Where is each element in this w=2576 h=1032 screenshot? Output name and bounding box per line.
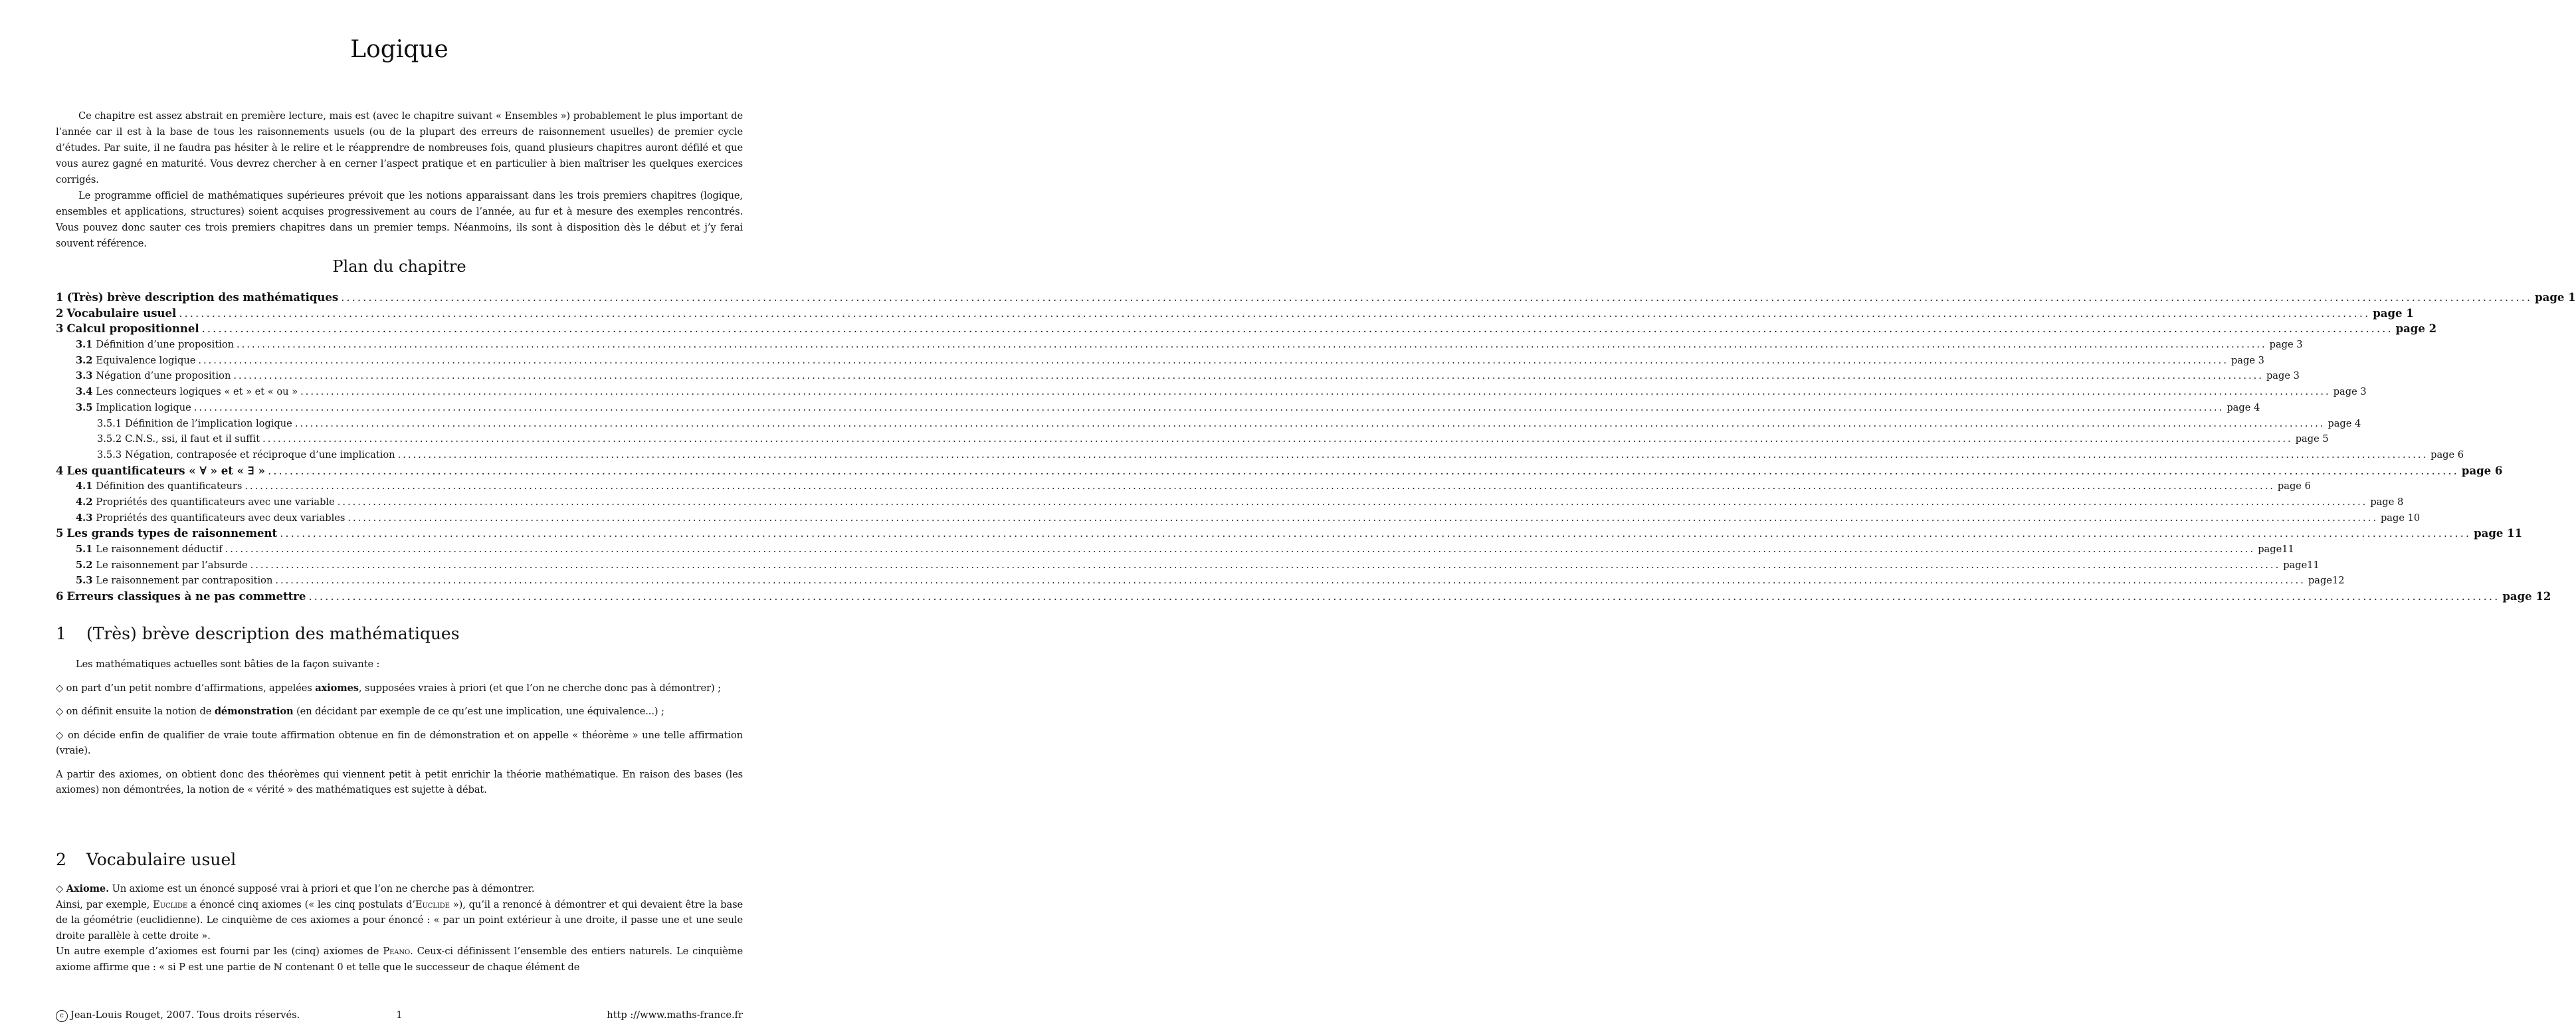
toc-entry-label: Définition d’une proposition: [96, 339, 235, 351]
toc-dot-leader: ................................................................................................................................................................................................................................................................................................................................................................................................................: [179, 306, 2371, 320]
toc-entry-number: 3.3: [76, 370, 93, 382]
paragraph: Un autre exemple d’axiomes est fourni par les (cinq) axiomes de Peano. Ceux-ci définissent l’ensemble des entiers naturels. Le cinquième axiome affirme que : « si P est une partie de ℕ contenant 0 et telle que le successeur de chaque élément de: [56, 946, 743, 973]
toc-entry-label: Les grands types de raisonnement: [66, 527, 278, 540]
paragraph: Ainsi, par exemple, Euclide a énoncé cinq axiomes (« les cinq postulats d’Euclide »), qu’il a renoncé à démontrer et qui devaient être la base de la géométrie (euclidienne). Le cinquième de ces axiomes a pour énoncé : « par un point extérieur à une droite, il passe une et une seule droite parallèle à cette droite ».: [56, 898, 743, 942]
toc-entry-number: 3.2: [76, 354, 93, 366]
toc-entry-number: 3.5.3: [97, 449, 122, 461]
toc-dot-leader: ................................................................................................................................................................................................................................................................................................................................................................................................................: [280, 527, 2472, 540]
document-title: Logique: [350, 36, 448, 63]
toc-entry-page: page 2: [2395, 322, 2437, 336]
toc-entry-label: (Très) brève description des mathématiques: [66, 291, 339, 304]
toc-entry-page: page 3: [2333, 386, 2367, 398]
toc-entry-label: Vocabulaire usuel: [66, 306, 177, 320]
bullet-item: ◇ on décide enfin de qualifier de vraie toute affirmation obtenue en fin de démonstration et on appelle « théorème » une telle affirmation (vraie).: [56, 728, 743, 759]
intro: [56, 108, 743, 252]
toc-entry[interactable]: [56, 526, 2523, 542]
toc-entry-label: Les connecteurs logiques « et » et « ou »: [96, 386, 298, 398]
toc-entry[interactable]: [56, 400, 2260, 416]
toc-entry-label: Calcul propositionnel: [66, 322, 199, 336]
toc-entry-label: Le raisonnement par contraposition: [96, 575, 273, 587]
toc-entry-label: Les quantificateurs « ∀ » et « ∃ »: [66, 464, 265, 477]
toc-entry-label: Négation d’une proposition: [96, 370, 231, 382]
page-footer: [56, 1007, 743, 1023]
section-number: 2: [56, 850, 66, 869]
toc-entry[interactable]: [56, 573, 2345, 589]
toc-entry-page: page12: [2308, 575, 2345, 587]
toc-dot-leader: ................................................................................................................................................................................................................................................................................................................................................................................................................: [294, 417, 2326, 429]
toc-entry-page: page 6: [2277, 480, 2311, 492]
name-peano: Peano: [383, 946, 411, 957]
footer-page-number: 1: [396, 1009, 403, 1021]
toc-entry-page: page 4: [2328, 417, 2361, 429]
toc-entry[interactable]: [56, 510, 2421, 526]
toc-entry-number: 5.1: [76, 544, 93, 555]
toc-entry-number: 3.5: [76, 401, 93, 413]
section-number: 1: [56, 624, 66, 643]
toc-entry-number: 6: [56, 590, 64, 603]
toc-entry-number: 2: [56, 306, 64, 320]
footer-url-link[interactable]: http ://www.maths-france.fr: [607, 1009, 743, 1021]
toc-entry-number: 3: [56, 322, 64, 336]
intro-paragraph: Ce chapitre est assez abstrait en première lecture, mais est (avec le chapitre suivant « Ensembles ») probablement le plus important de l’année car il est à la base de tous les raisonnements usuels (ou de la plupart des erreurs de raisonnement usuelles) de premier cycle d’études. Par suite, il ne faudra pas hésiter à le relire et le réapprendre de nombreuses fois, quand plusieurs chapitres auront défilé et que vous aurez gagné en maturité. Vous devrez chercher à en cerner l’aspect pratique et en particulier à bien maîtriser les quelques exercices corrigés.: [56, 110, 743, 185]
toc-entry-number: 1: [56, 291, 64, 304]
section-1: [56, 623, 743, 798]
toc-entry-number: 3.4: [76, 386, 93, 398]
section-lead: Les mathématiques actuelles sont bâties de la façon suivante :: [76, 659, 380, 670]
toc-entry-page: page 10: [2380, 512, 2421, 524]
section-title: (Très) brève description des mathématiques: [86, 624, 460, 643]
toc-entry[interactable]: [56, 353, 2264, 369]
toc-entry-page: page 1: [2373, 306, 2414, 320]
toc-dot-leader: ................................................................................................................................................................................................................................................................................................................................................................................................................: [308, 590, 2500, 603]
toc-entry[interactable]: [56, 558, 2320, 573]
toc-dot-leader: ................................................................................................................................................................................................................................................................................................................................................................................................................: [275, 575, 2306, 587]
definition-term: Axiome.: [66, 883, 110, 894]
plan-title: Plan du chapitre: [332, 257, 466, 276]
toc-entry[interactable]: [56, 447, 2464, 463]
toc-entry[interactable]: [56, 431, 2329, 447]
toc-entry[interactable]: [56, 368, 2300, 384]
toc-entry-page: page 6: [2461, 464, 2503, 477]
toc-entry-number: 4.2: [76, 496, 93, 508]
toc-entry-label: Equivalence logique: [96, 354, 196, 366]
toc-dot-leader: ................................................................................................................................................................................................................................................................................................................................................................................................................: [337, 496, 2368, 508]
definition-item: ◇ Axiome. Un axiome est un énoncé supposé vrai à priori et que l’on ne cherche pas à démontrer.: [56, 881, 743, 897]
name-euclide: Euclide: [415, 898, 450, 910]
toc-entry-label: Propriétés des quantificateurs avec deux variables: [96, 512, 346, 524]
toc-entry-page: page 4: [2227, 401, 2260, 413]
bullet-item: ◇ on part d’un petit nombre d’affirmations, appelées axiomes, supposées vraies à priori (et que l’on ne cherche donc pas à démontrer) ;: [56, 680, 743, 696]
toc-entry-page: page 6: [2430, 449, 2464, 461]
toc-dot-leader: ................................................................................................................................................................................................................................................................................................................................................................................................................: [267, 464, 2459, 477]
toc-entry[interactable]: [56, 384, 2367, 400]
toc-entry-page: page 3: [2230, 354, 2264, 366]
toc-entry-label: Erreurs classiques à ne pas commettre: [66, 590, 306, 603]
toc-entry-label: Définition de l’implication logique: [125, 417, 292, 429]
toc-entry-label: Définition des quantificateurs: [96, 480, 243, 492]
toc-dot-leader: ................................................................................................................................................................................................................................................................................................................................................................................................................: [300, 386, 2331, 398]
toc-entry-number: 4: [56, 464, 64, 477]
toc-entry-number: 3.1: [76, 339, 93, 351]
toc-dot-leader: ................................................................................................................................................................................................................................................................................................................................................................................................................: [245, 480, 2275, 492]
toc-dot-leader: ................................................................................................................................................................................................................................................................................................................................................................................................................: [341, 291, 2533, 304]
toc-entry[interactable]: [56, 416, 2361, 432]
toc-entry-label: Implication logique: [96, 401, 191, 413]
toc-entry-page: page 5: [2295, 433, 2329, 445]
toc-dot-leader: ................................................................................................................................................................................................................................................................................................................................................................................................................: [250, 559, 2281, 571]
toc-dot-leader: ................................................................................................................................................................................................................................................................................................................................................................................................................: [193, 401, 2225, 413]
toc-entry-page: page 11: [2474, 527, 2523, 540]
toc-entry[interactable]: [56, 306, 2414, 322]
copyright-icon: c: [56, 1010, 68, 1022]
toc-entry-page: page 12: [2502, 590, 2551, 603]
toc-entry[interactable]: [56, 478, 2311, 494]
toc-entry-label: Le raisonnement par l’absurde: [96, 559, 248, 571]
toc-entry-number: 5.3: [76, 575, 93, 587]
toc-entry-page: page 8: [2370, 496, 2404, 508]
toc-entry[interactable]: [56, 463, 2503, 479]
toc-entry[interactable]: [56, 321, 2437, 337]
toc-entry-label: Le raisonnement déductif: [96, 544, 223, 555]
toc-entry[interactable]: [56, 337, 2303, 353]
toc-dot-leader: ................................................................................................................................................................................................................................................................................................................................................................................................................: [237, 339, 2267, 351]
footer-copyright: c Jean-Louis Rouget, 2007. Tous droits réservés.: [56, 1007, 300, 1023]
toc-entry[interactable]: [56, 290, 2576, 306]
toc-entry-number: 3.5.2: [97, 433, 122, 445]
toc-entry[interactable]: [56, 589, 2551, 605]
toc-entry-number: 5.2: [76, 559, 93, 571]
toc-entry-page: page 3: [2266, 370, 2300, 382]
paragraph: A partir des axiomes, on obtient donc des théorèmes qui viennent petit à petit enrichir la théorie mathématique. En raison des bases (les axiomes) non démontrées, la notion de « vérité » des mathématiques est sujette à débat.: [56, 768, 743, 795]
toc-entry[interactable]: [56, 542, 2294, 558]
toc-dot-leader: ................................................................................................................................................................................................................................................................................................................................................................................................................: [262, 433, 2293, 445]
bullet-item: ◇ on définit ensuite la notion de démonstration (en décidant par exemple de ce qu’est une implication, une équivalence...) ;: [56, 704, 743, 720]
section-title: Vocabulaire usuel: [86, 850, 237, 869]
toc-dot-leader: ................................................................................................................................................................................................................................................................................................................................................................................................................: [201, 322, 2393, 336]
toc-dot-leader: ................................................................................................................................................................................................................................................................................................................................................................................................................: [233, 370, 2264, 382]
toc-entry-page: page 1: [2535, 291, 2576, 304]
toc-entry-number: 3.5.1: [97, 417, 122, 429]
section-2: [56, 849, 743, 975]
toc-dot-leader: ................................................................................................................................................................................................................................................................................................................................................................................................................: [347, 512, 2378, 524]
intro-paragraph: Le programme officiel de mathématiques supérieures prévoit que les notions apparaissant dans les trois premiers chapitres (logique, ensembles et applications, structures) soient acquises progressivement au cours de l’année, au fur et à mesure des exemples rencontrés. Vous pouvez donc sauter ces trois premiers chapitres dans un premier temps. Néanmoins, ils sont à disposition dès le début et j’y ferai souvent référence.: [56, 190, 743, 249]
section-heading: [56, 849, 743, 871]
toc-entry-page: page11: [2283, 559, 2320, 571]
toc-entry-number: 4.1: [76, 480, 93, 492]
toc-entry-label: Négation, contraposée et réciproque d’une implication: [125, 449, 395, 461]
toc-dot-leader: ................................................................................................................................................................................................................................................................................................................................................................................................................: [198, 354, 2229, 366]
table-of-contents: [56, 290, 2576, 605]
toc-entry[interactable]: [56, 494, 2404, 510]
toc-entry-number: 4.3: [76, 512, 93, 524]
toc-entry-label: Propriétés des quantificateurs avec une variable: [96, 496, 335, 508]
toc-entry-page: page 3: [2269, 339, 2303, 351]
section-heading: [56, 623, 743, 645]
toc-dot-leader: ................................................................................................................................................................................................................................................................................................................................................................................................................: [225, 544, 2256, 555]
toc-entry-number: 5: [56, 527, 64, 540]
toc-dot-leader: ................................................................................................................................................................................................................................................................................................................................................................................................................: [397, 449, 2428, 461]
name-euclide: Euclide: [153, 898, 188, 910]
toc-entry-label: C.N.S., ssi, il faut et il suffit: [125, 433, 260, 445]
toc-entry-page: page11: [2258, 544, 2294, 555]
